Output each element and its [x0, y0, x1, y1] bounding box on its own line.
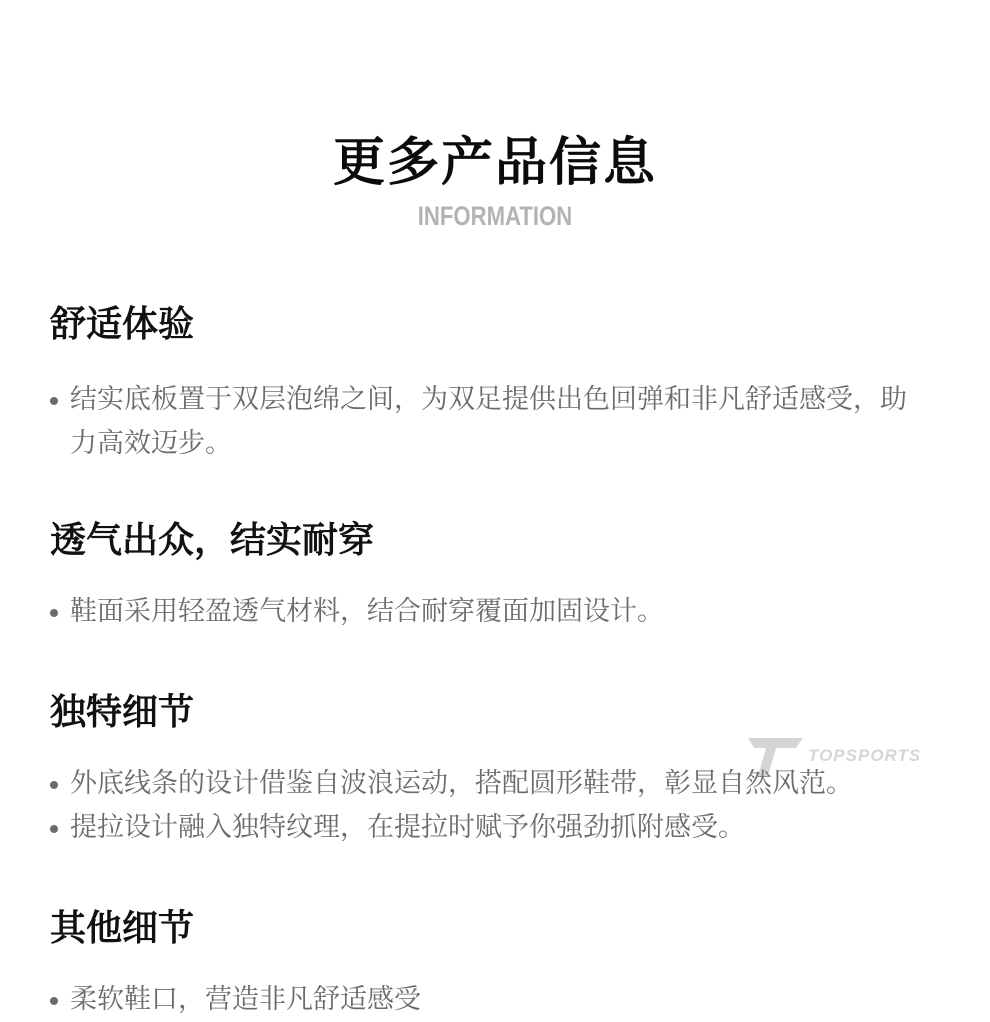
bullet-icon [50, 781, 58, 789]
topsports-logo-icon [748, 738, 808, 778]
list-item [50, 378, 920, 466]
bullet-icon [50, 609, 58, 617]
watermark-text: TOPSPORTS [808, 746, 922, 765]
section-breathable [50, 518, 940, 634]
bullet-text: 提拉设计融入独特纹理，在提拉时赋予你强劲抓附感受。 [70, 812, 745, 843]
bullet-text: 结实底板置于双层泡绵之间，为双足提供出色回弹和非凡舒适感受，助力高效迈步。 [70, 384, 907, 459]
section-other [50, 906, 940, 1022]
bullet-text: 外底线条的设计借鉴自波浪运动，搭配圆形鞋带，彰显自然风范。 [70, 768, 853, 799]
bullet-text: 柔软鞋口，营造非凡舒适感受 [70, 984, 421, 1015]
bullet-list [50, 978, 940, 1022]
bullet-icon [50, 825, 58, 833]
bullet-icon [50, 997, 58, 1005]
bullet-list [50, 590, 940, 634]
page-subtitle: INFORMATION [417, 201, 573, 231]
bullet-icon [50, 397, 58, 405]
list-item [50, 806, 940, 850]
section-comfort [50, 302, 940, 466]
section-heading: 透气出众，结实耐穿 [50, 520, 375, 561]
section-heading: 舒适体验 [50, 304, 195, 345]
topsports-watermark [748, 738, 933, 778]
section-heading: 其他细节 [50, 908, 195, 949]
bullet-text: 鞋面采用轻盈透气材料，结合耐穿覆面加固设计。 [70, 596, 664, 627]
page-header [0, 130, 990, 232]
list-item [50, 978, 940, 1022]
list-item [50, 590, 940, 634]
bullet-list [50, 378, 920, 466]
section-heading: 独特细节 [50, 692, 195, 733]
page-title: 更多产品信息 [332, 133, 657, 193]
